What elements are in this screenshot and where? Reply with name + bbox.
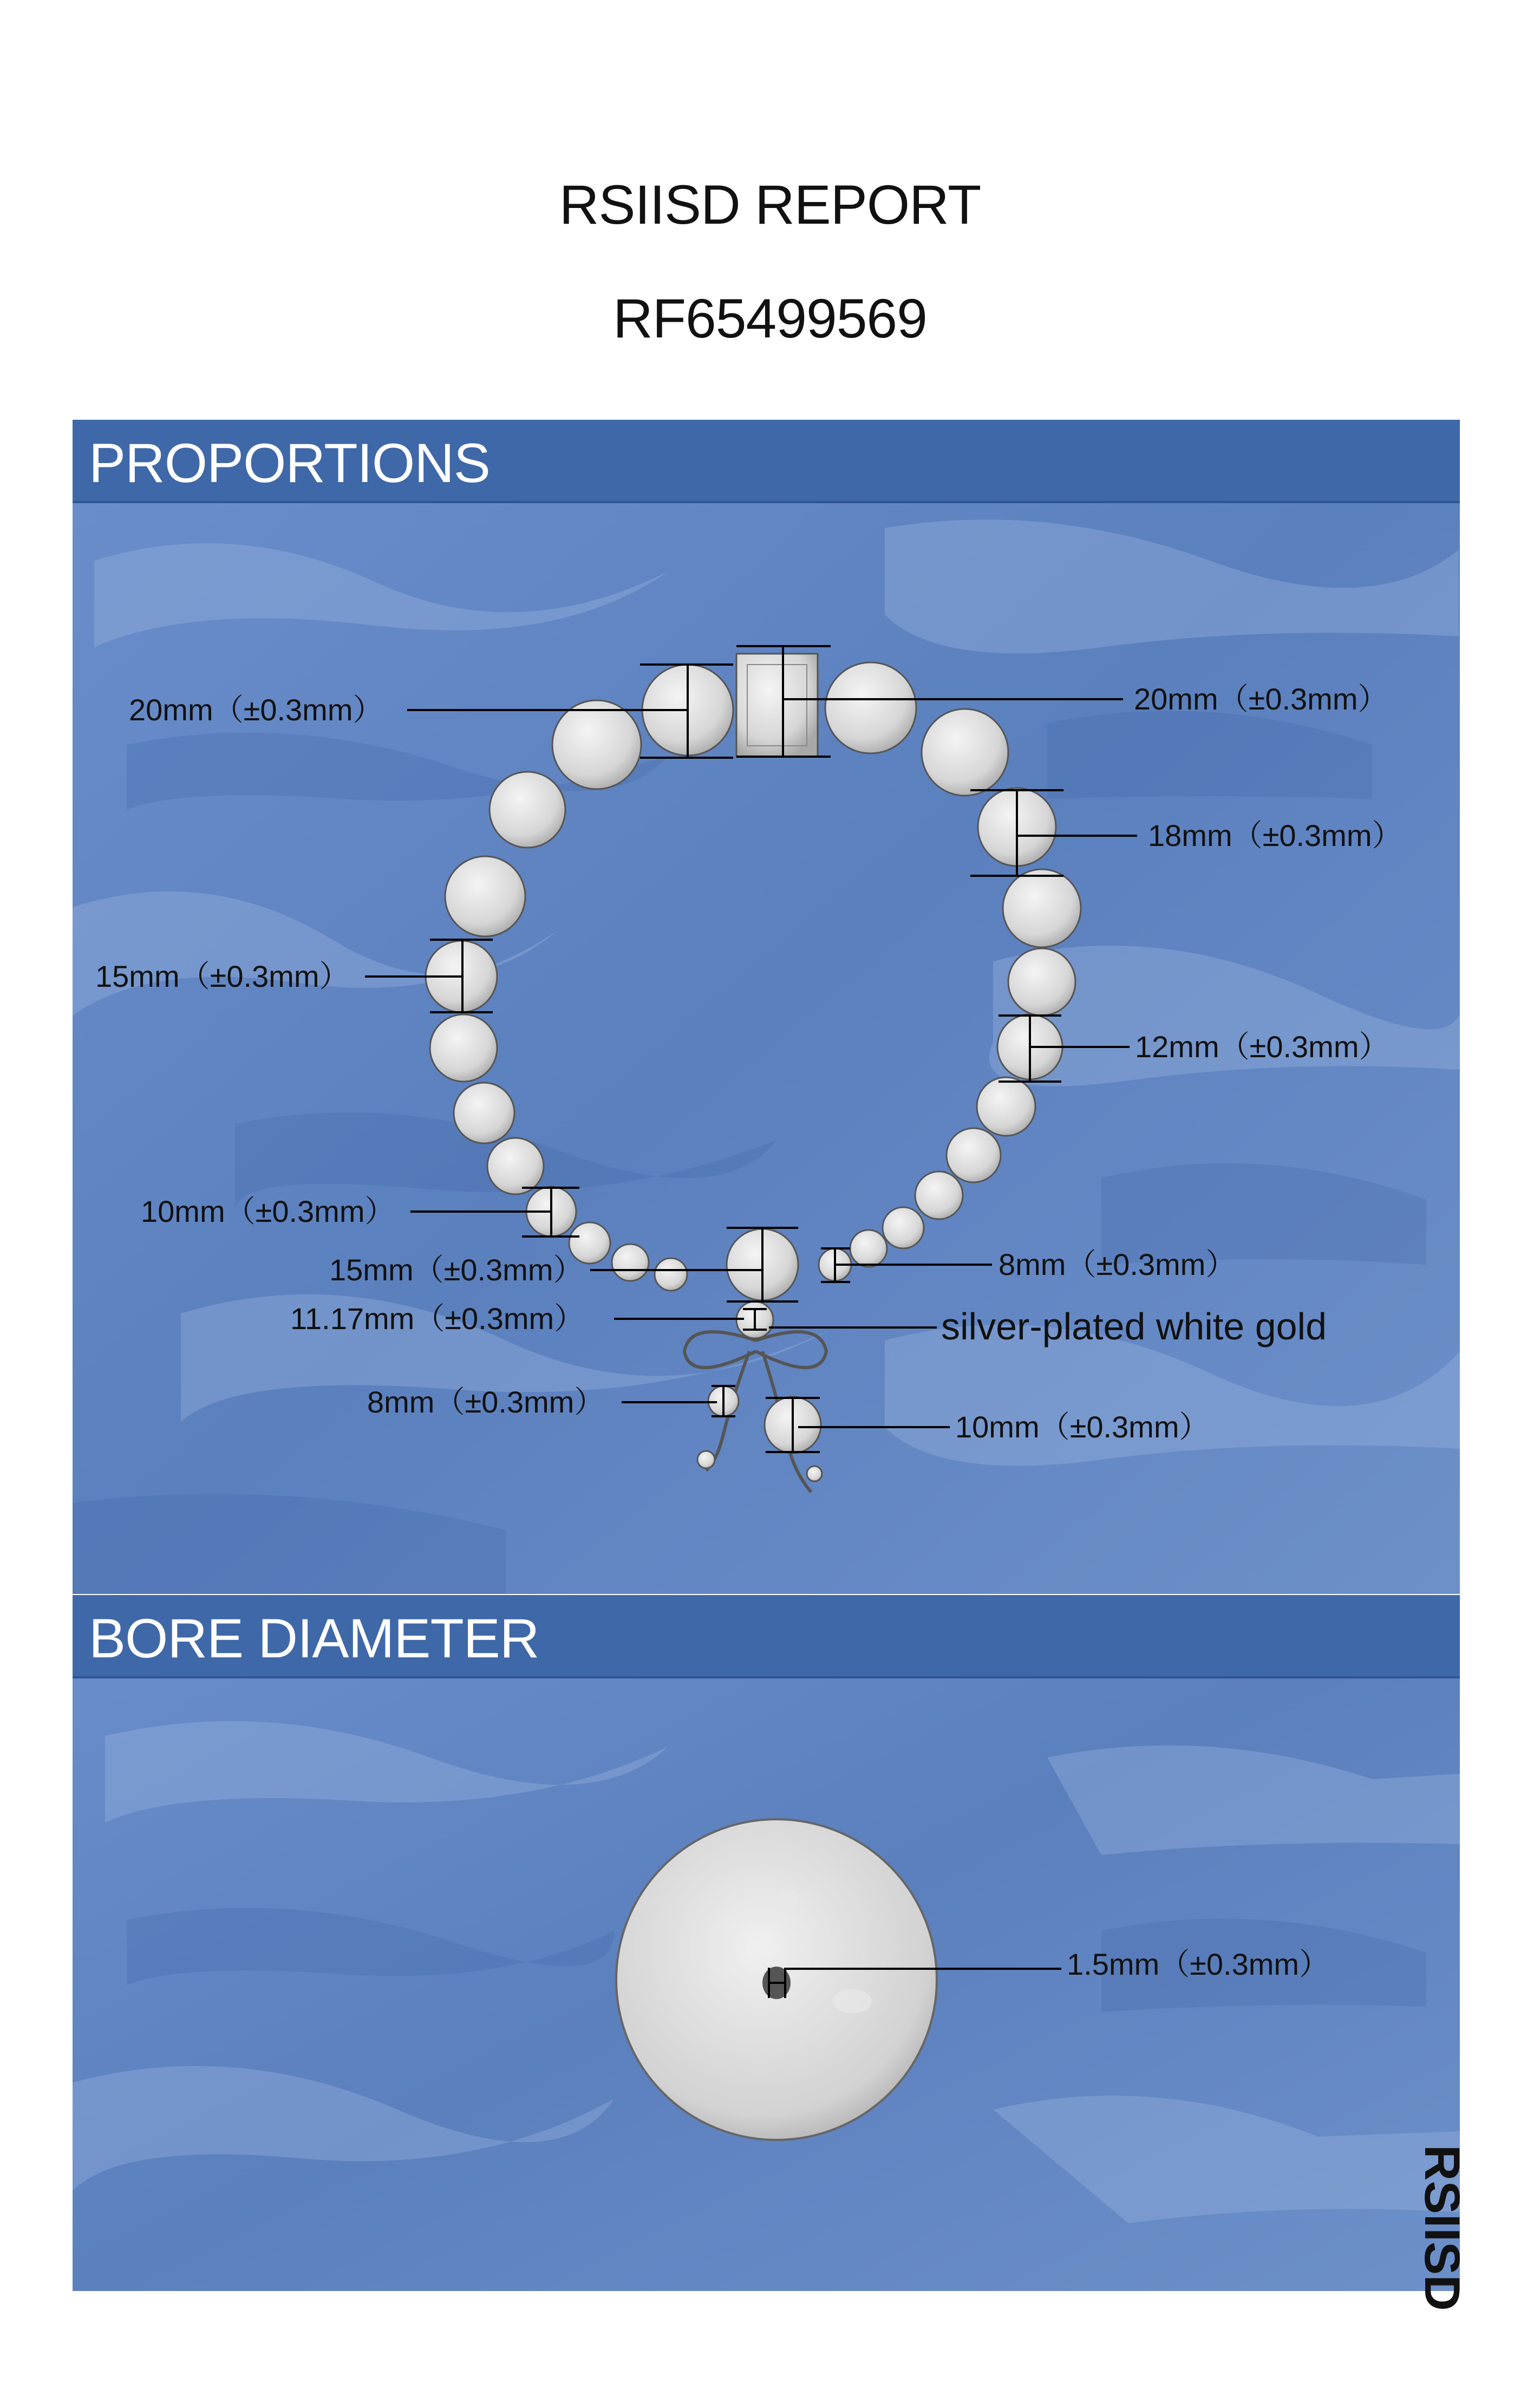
bead [612,1244,649,1281]
bore-title: BORE DIAMETER [89,1607,539,1669]
label-11-17mm: 11.17mm（±0.3mm） [290,1301,585,1336]
bead [883,1207,924,1248]
bore-header [73,1595,1460,1678]
report-title: RSIISD REPORT [559,174,981,236]
label-bore-1-5mm: 1.5mm（±0.3mm） [1067,1947,1330,1981]
label-18mm: 18mm（±0.3mm） [1148,818,1402,852]
bead [850,1230,887,1267]
proportions-panel [73,420,1460,1594]
bead [655,1258,687,1291]
square-bead [736,654,818,757]
bracelet-diagram [73,420,1460,1594]
bead [454,1083,514,1143]
bead [922,709,1008,796]
bead [697,1451,715,1468]
bead [487,1138,544,1194]
label-8mm-tassel: 8mm（±0.3mm） [367,1385,605,1419]
label-20mm-left: 20mm（±0.3mm） [129,693,383,727]
bead [947,1128,1001,1182]
label-12mm: 12mm（±0.3mm） [1135,1030,1389,1064]
label-15mm-left: 15mm（±0.3mm） [95,959,350,993]
label-10mm-left: 10mm（±0.3mm） [141,1194,395,1228]
bead [1008,948,1075,1016]
bead [552,700,641,789]
label-8mm-right: 8mm（±0.3mm） [999,1247,1236,1281]
proportions-title: PROPORTIONS [89,432,490,494]
bore-panel [73,1595,1460,2291]
bead [430,1014,497,1082]
label-10mm-tassel: 10mm（±0.3mm） [955,1410,1210,1444]
bead [445,856,525,936]
water-background [73,1595,1460,2291]
bead [807,1466,822,1481]
report-number: RF65499569 [613,288,927,349]
bead [825,662,916,753]
bead [490,772,565,848]
bead [915,1172,963,1219]
label-15mm-center: 15mm（±0.3mm） [329,1253,584,1287]
bead [1003,869,1081,947]
label-20mm-right: 20mm（±0.3mm） [1134,682,1388,716]
label-material: silver-plated white gold [941,1305,1327,1348]
bead [977,1077,1035,1136]
side-brand: RSIISD [1414,2145,1470,2311]
